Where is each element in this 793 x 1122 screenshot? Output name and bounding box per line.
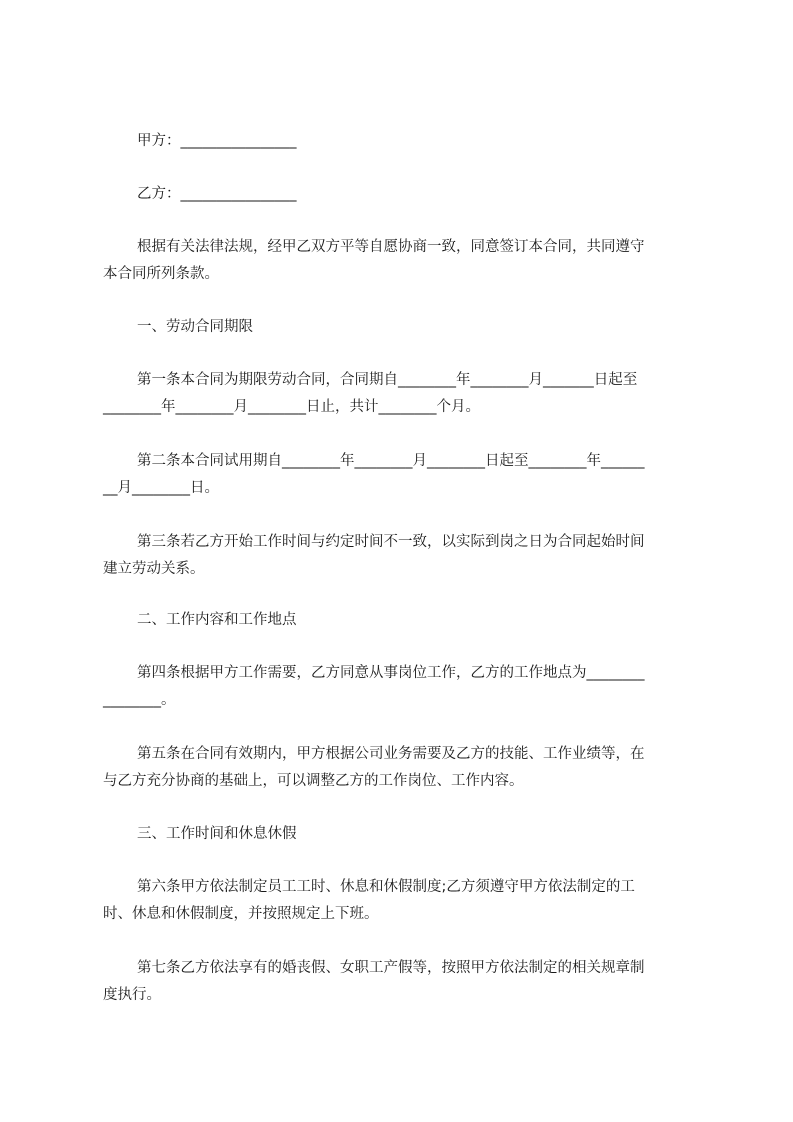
party-a-line: 甲方：________________ — [137, 133, 297, 149]
section-1-heading: 一、劳动合同期限 — [137, 319, 253, 335]
article-7-line-2: 度执行。 — [103, 987, 161, 1003]
article-5-line-1: 第五条在合同有效期内，甲方根据公司业务需要及乙方的技能、工作业绩等，在 — [137, 746, 645, 762]
article-3-line-1: 第三条若乙方开始工作时间与约定时间不一致，以实际到岗之日为合同起始时间 — [137, 534, 645, 550]
section-3-heading: 三、工作时间和休息休假 — [137, 826, 297, 842]
article-7-line-1: 第七条乙方依法享有的婚丧假、女职工产假等，按照甲方依法制定的相关规章制 — [137, 960, 645, 976]
intro-line-1: 根据有关法律法规，经甲乙双方平等自愿协商一致，同意签订本合同，共同遵守 — [137, 239, 645, 255]
article-4-line-1: 第四条根据甲方工作需要，乙方同意从事岗位工作，乙方的工作地点为________ — [137, 665, 645, 681]
intro-line-2: 本合同所列条款。 — [103, 266, 219, 282]
article-1-line-2: ________年________月________日止，共计________个月。 — [103, 399, 480, 415]
article-1-line-1: 第一条本合同为期限劳动合同，合同期自________年________月_______日起至 — [137, 372, 638, 388]
party-b-line: 乙方：________________ — [137, 186, 297, 202]
article-2-line-2: __月________日。 — [103, 480, 219, 496]
article-6-line-1: 第六条甲方依法制定员工工时、休息和休假制度;乙方须遵守甲方依法制定的工 — [137, 879, 635, 895]
article-2-line-1: 第二条本合同试用期自________年________月________日起至________年______ — [137, 453, 645, 469]
article-5-line-2: 与乙方充分协商的基础上，可以调整乙方的工作岗位、工作内容。 — [103, 773, 524, 789]
article-4-line-2: ________。 — [103, 692, 176, 708]
section-2-heading: 二、工作内容和工作地点 — [137, 612, 297, 628]
article-3-line-2: 建立劳动关系。 — [103, 561, 205, 577]
article-6-line-2: 时、休息和休假制度，并按照规定上下班。 — [103, 906, 379, 922]
